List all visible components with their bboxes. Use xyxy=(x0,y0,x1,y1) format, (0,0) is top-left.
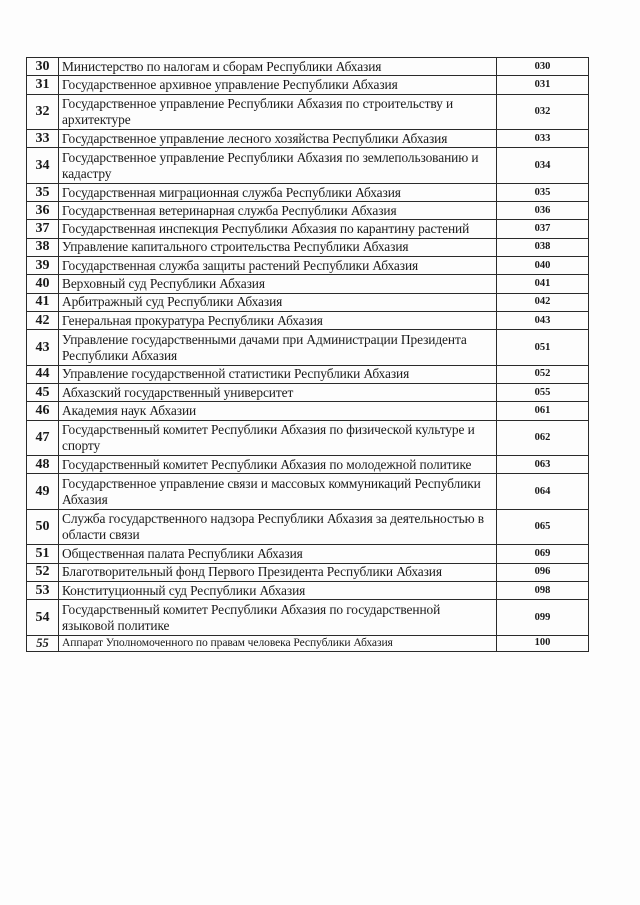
organization-code: 031 xyxy=(497,76,589,94)
organizations-code-table xyxy=(26,57,589,652)
table-row xyxy=(27,94,589,130)
table-row xyxy=(27,293,589,311)
row-number: 49 xyxy=(27,474,59,510)
row-number: 38 xyxy=(27,238,59,256)
organization-name: Генеральная прокуратура Республики Абхазия xyxy=(59,311,497,329)
table-row xyxy=(27,456,589,474)
organization-name: Аппарат Уполномоченного по правам человека Республики Абхазия xyxy=(59,635,497,651)
organization-code: 064 xyxy=(497,474,589,510)
row-number: 30 xyxy=(27,58,59,76)
organization-name: Государственный комитет Республики Абхазия по молодежной политике xyxy=(59,456,497,474)
table-row xyxy=(27,474,589,510)
row-number: 33 xyxy=(27,130,59,148)
organization-name: Государственное управление Республики Абхазия по землепользованию и кадастру xyxy=(59,148,497,184)
organization-name: Государственный комитет Республики Абхазия по физической культуре и спорту xyxy=(59,420,497,456)
organization-name: Арбитражный суд Республики Абхазия xyxy=(59,293,497,311)
organization-code: 099 xyxy=(497,600,589,636)
row-number: 55 xyxy=(27,635,59,651)
table-row xyxy=(27,600,589,636)
row-number: 45 xyxy=(27,384,59,402)
row-number: 47 xyxy=(27,420,59,456)
row-number: 40 xyxy=(27,275,59,293)
organization-code: 032 xyxy=(497,94,589,130)
organization-code: 069 xyxy=(497,545,589,563)
table-row xyxy=(27,76,589,94)
table-row xyxy=(27,384,589,402)
organization-code: 063 xyxy=(497,456,589,474)
table-row xyxy=(27,545,589,563)
organization-code: 062 xyxy=(497,420,589,456)
organization-code: 030 xyxy=(497,58,589,76)
organization-name: Служба государственного надзора Республики Абхазия за деятельностью в области связи xyxy=(59,509,497,545)
organization-code: 098 xyxy=(497,582,589,600)
row-number: 41 xyxy=(27,293,59,311)
organization-code: 065 xyxy=(497,509,589,545)
organization-name: Управление государственными дачами при Администрации Президента Республики Абхазия xyxy=(59,330,497,366)
organization-code: 052 xyxy=(497,365,589,383)
organization-name: Государственный комитет Республики Абхазия по государственной языковой политике xyxy=(59,600,497,636)
organization-code: 042 xyxy=(497,293,589,311)
organization-name: Государственное управление связи и массовых коммуникаций Республики Абхазия xyxy=(59,474,497,510)
row-number: 52 xyxy=(27,563,59,581)
organization-code: 043 xyxy=(497,311,589,329)
row-number: 36 xyxy=(27,202,59,220)
organization-name: Верховный суд Республики Абхазия xyxy=(59,275,497,293)
organization-name: Министерство по налогам и сборам Республики Абхазия xyxy=(59,58,497,76)
table-row xyxy=(27,220,589,238)
organization-code: 033 xyxy=(497,130,589,148)
organization-name: Управление капитального строительства Республики Абхазия xyxy=(59,238,497,256)
row-number: 46 xyxy=(27,402,59,420)
organization-code: 037 xyxy=(497,220,589,238)
table-row xyxy=(27,238,589,256)
table-row xyxy=(27,311,589,329)
row-number: 51 xyxy=(27,545,59,563)
organization-name: Государственное управление Республики Абхазия по строительству и архитектуре xyxy=(59,94,497,130)
organization-name: Государственная служба защиты растений Республики Абхазия xyxy=(59,257,497,275)
organization-code: 096 xyxy=(497,563,589,581)
organization-code: 051 xyxy=(497,330,589,366)
organization-code: 041 xyxy=(497,275,589,293)
organization-code: 055 xyxy=(497,384,589,402)
organization-name: Академия наук Абхазии xyxy=(59,402,497,420)
table-row xyxy=(27,420,589,456)
table-row xyxy=(27,183,589,201)
row-number: 48 xyxy=(27,456,59,474)
row-number: 54 xyxy=(27,600,59,636)
organization-name: Общественная палата Республики Абхазия xyxy=(59,545,497,563)
row-number: 35 xyxy=(27,183,59,201)
organization-name: Государственная миграционная служба Республики Абхазия xyxy=(59,183,497,201)
organization-name: Государственное управление лесного хозяйства Республики Абхазия xyxy=(59,130,497,148)
table-row xyxy=(27,130,589,148)
organization-name: Государственная ветеринарная служба Республики Абхазия xyxy=(59,202,497,220)
organization-code: 100 xyxy=(497,635,589,651)
row-number: 44 xyxy=(27,365,59,383)
row-number: 39 xyxy=(27,257,59,275)
row-number: 42 xyxy=(27,311,59,329)
row-number: 34 xyxy=(27,148,59,184)
organization-code: 061 xyxy=(497,402,589,420)
table-row xyxy=(27,509,589,545)
table-row xyxy=(27,563,589,581)
table-row xyxy=(27,148,589,184)
organization-code: 034 xyxy=(497,148,589,184)
row-number: 31 xyxy=(27,76,59,94)
table-row xyxy=(27,330,589,366)
table-row xyxy=(27,257,589,275)
organization-name: Благотворительный фонд Первого Президента Республики Абхазия xyxy=(59,563,497,581)
table-row xyxy=(27,582,589,600)
organization-name: Государственное архивное управление Республики Абхазия xyxy=(59,76,497,94)
table-row xyxy=(27,202,589,220)
table-row xyxy=(27,58,589,76)
organization-name: Абхазский государственный университет xyxy=(59,384,497,402)
row-number: 37 xyxy=(27,220,59,238)
table-row xyxy=(27,275,589,293)
table-row xyxy=(27,402,589,420)
table-row xyxy=(27,365,589,383)
organization-code: 038 xyxy=(497,238,589,256)
row-number: 43 xyxy=(27,330,59,366)
organization-code: 035 xyxy=(497,183,589,201)
row-number: 32 xyxy=(27,94,59,130)
organization-name: Государственная инспекция Республики Абхазия по карантину растений xyxy=(59,220,497,238)
table-row xyxy=(27,635,589,651)
row-number: 50 xyxy=(27,509,59,545)
organization-code: 036 xyxy=(497,202,589,220)
organization-name: Управление государственной статистики Республики Абхазия xyxy=(59,365,497,383)
organization-code: 040 xyxy=(497,257,589,275)
organization-name: Конституционный суд Республики Абхазия xyxy=(59,582,497,600)
row-number: 53 xyxy=(27,582,59,600)
